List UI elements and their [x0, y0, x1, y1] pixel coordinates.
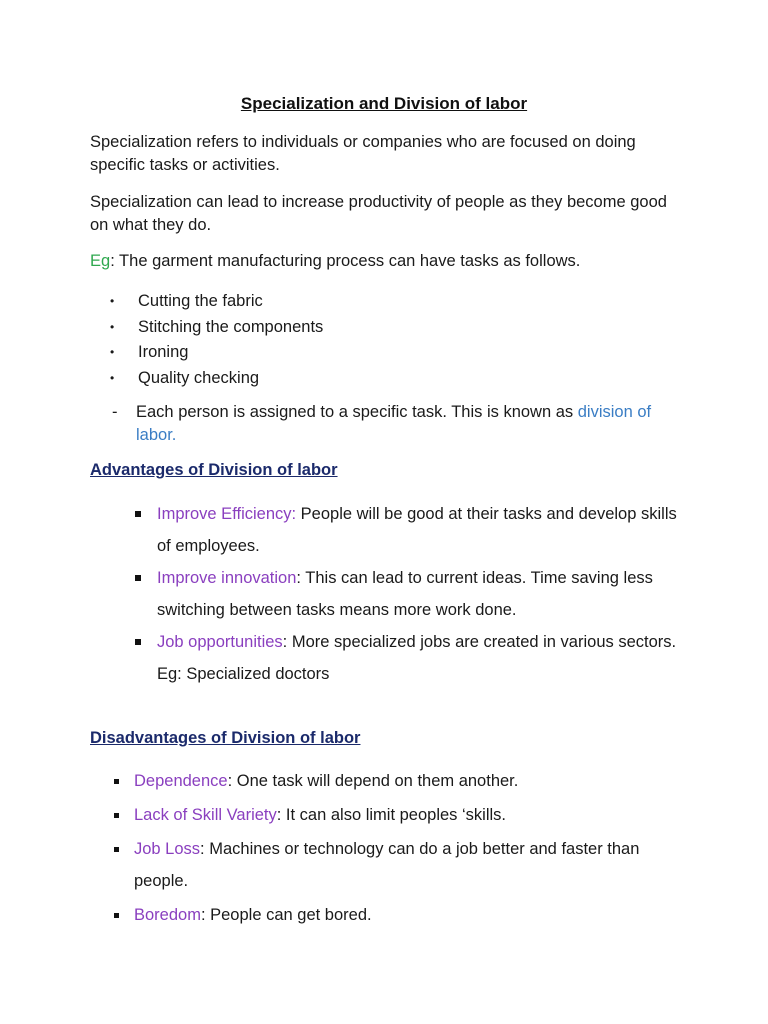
disadvantage-text: : Machines or technology can do a job better and faster than people.	[134, 840, 640, 890]
task-label: Ironing	[138, 343, 189, 362]
example-paragraph	[90, 250, 680, 273]
task-label: Stitching the components	[138, 317, 324, 336]
intro-paragraph-2: Specialization can lead to increase productivity of people as they become good on what they do.	[90, 193, 667, 234]
square-bullet-icon	[114, 779, 119, 784]
intro-paragraph-1: Specialization refers to individuals or companies who are focused on doing specific tasks or activities.	[90, 133, 636, 174]
bullet-icon: •	[110, 294, 115, 308]
list-item	[110, 366, 323, 392]
disadvantage-term: Dependence	[134, 772, 228, 790]
square-bullet-icon	[114, 913, 119, 918]
disadvantage-text: : People can get bored.	[200, 906, 372, 924]
example-label: Eg	[90, 252, 111, 270]
bullet-icon: •	[110, 371, 115, 386]
task-list	[110, 289, 323, 392]
square-bullet-icon	[135, 575, 141, 581]
page-title: Specialization and Division of labor	[240, 94, 528, 113]
disadvantage-term: Job Loss	[134, 840, 201, 858]
division-note-body: Each person is assigned to a specific task. This is known as	[136, 403, 578, 421]
list-item	[112, 833, 657, 897]
dash-marker: -	[112, 403, 118, 421]
task-label: Quality checking	[138, 369, 260, 388]
division-note	[112, 401, 682, 447]
bullet-icon: •	[110, 345, 115, 360]
division-note-highlight: division of labor.	[136, 403, 652, 444]
list-item	[110, 315, 323, 341]
advantage-text: : This can lead to current ideas. Time saving less switching between tasks means more work done.	[157, 569, 653, 619]
list-item	[112, 765, 657, 797]
advantage-term: Improve Efficiency:	[157, 505, 297, 523]
list-item	[112, 899, 657, 931]
list-item	[110, 289, 323, 315]
list-item	[110, 340, 323, 366]
division-note-text	[112, 401, 682, 447]
advantages-list	[133, 498, 678, 690]
list-item	[133, 498, 678, 562]
task-label: Cutting the fabric	[138, 292, 263, 310]
square-bullet-icon	[135, 639, 141, 645]
disadvantage-text: : It can also limit peoples ‘skills.	[276, 806, 507, 824]
advantage-text: People will be good at their tasks and develop skills of employees.	[157, 505, 677, 555]
disadvantage-term: Boredom	[134, 906, 201, 924]
example-text: : The garment manufacturing process can have tasks as follows.	[110, 252, 581, 270]
disadvantage-text: : One task will depend on them another.	[227, 772, 519, 790]
list-item	[133, 562, 678, 626]
advantages-heading: Advantages of Division of labor	[90, 461, 338, 479]
square-bullet-icon	[135, 511, 141, 517]
advantage-term: Job opportunities	[157, 633, 283, 651]
bullet-icon: •	[110, 319, 115, 334]
list-item	[112, 799, 657, 831]
advantage-text: : More specialized jobs are created in various sectors. Eg: Specialized doctors	[157, 633, 677, 683]
advantage-term: Improve innovation	[157, 569, 297, 587]
list-item	[133, 626, 678, 690]
square-bullet-icon	[114, 847, 119, 852]
disadvantage-term: Lack of Skill Variety	[134, 806, 277, 824]
disadvantages-heading: Disadvantages of Division of labor	[90, 729, 361, 747]
disadvantages-list	[112, 765, 657, 933]
square-bullet-icon	[114, 813, 119, 818]
